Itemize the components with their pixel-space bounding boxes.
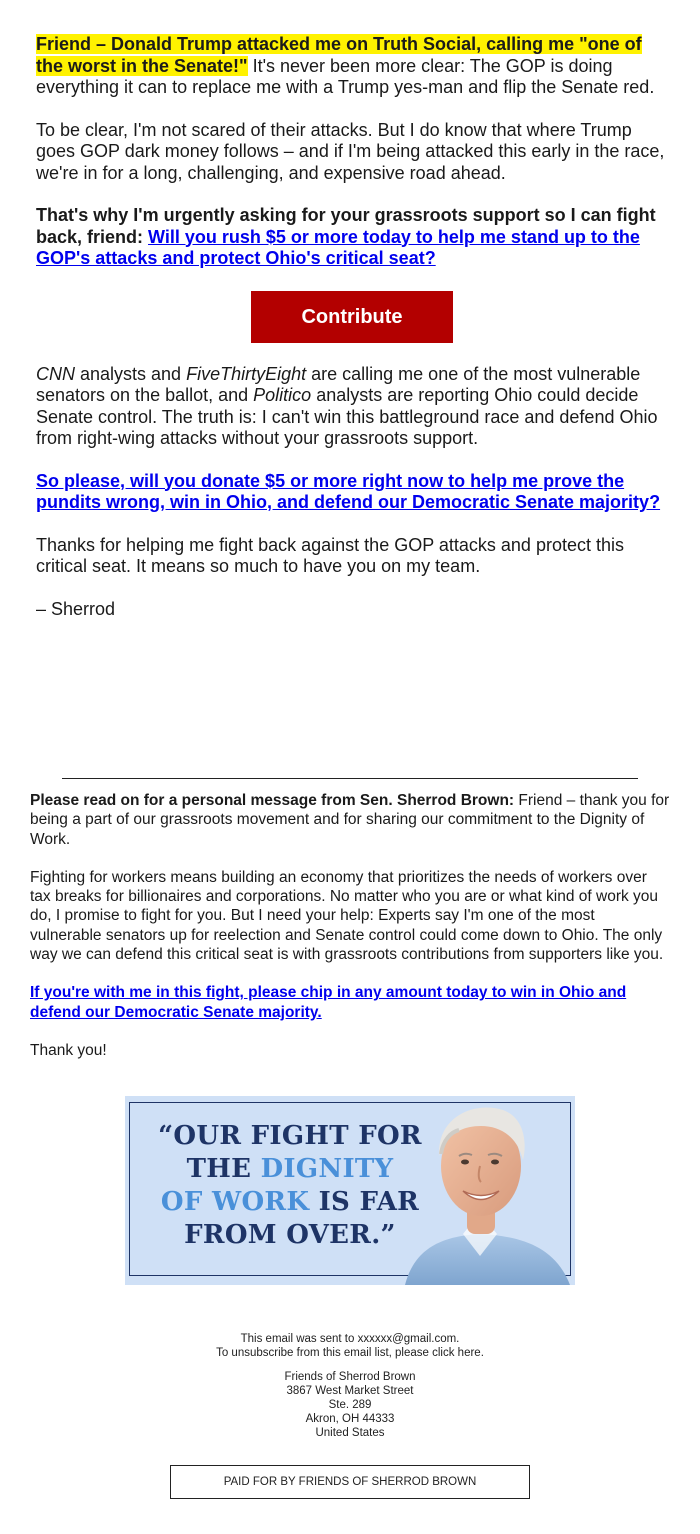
intro-paragraph (36, 34, 668, 99)
quote-line-3b: IS FAR (309, 1187, 420, 1217)
chip-in-paragraph (30, 983, 670, 1022)
recipient-email: xxxxxx@gmail.com (357, 1333, 457, 1345)
quote-banner[interactable] (125, 1096, 575, 1285)
sent-suffix: . (456, 1333, 460, 1345)
address-street: 3867 West Market Street (286, 1385, 414, 1397)
analysts-text-1: analysts and (75, 363, 187, 384)
quote-line-4: FROM OVER.” (184, 1220, 396, 1250)
cnn-label: CNN (36, 363, 75, 384)
paid-for-disclaimer: PAID FOR BY FRIENDS OF SHERROD BROWN (170, 1465, 530, 1499)
mailing-address (0, 1370, 700, 1440)
quote-line-2a: THE (186, 1154, 261, 1184)
appeal-paragraph (36, 205, 668, 270)
quote-line-3a: OF WORK (160, 1187, 310, 1217)
personal-message-lead (30, 791, 670, 849)
highlighted-intro: Friend – Donald Trump attacked me on Truth Social, calling me "one of the worst in the Senate!" (36, 34, 642, 76)
signoff: – Sherrod (36, 598, 116, 619)
contribute-button[interactable]: Contribute (251, 291, 453, 343)
intro-rest: It's never been more clear: The GOP is doing everything it can to replace me with a Trump yes-man and flip the Senate red. (36, 55, 655, 97)
thank-you-text: Thank you! (30, 1041, 107, 1059)
sent-to-line (0, 1332, 700, 1346)
quote-line-2b: DIGNITY (260, 1154, 394, 1184)
politico-label: Politico (253, 385, 312, 405)
address-org: Friends of Sherrod Brown (284, 1371, 416, 1383)
address-city: Akron, OH 44333 (305, 1413, 395, 1425)
email-body (36, 34, 668, 641)
unsubscribe-line (0, 1346, 700, 1360)
sent-prefix: This email was sent to (240, 1333, 358, 1345)
section-divider (62, 778, 638, 779)
donate-link-pundits[interactable]: So please, will you donate $5 or more right now to help me prove the pundits wrong, win in Ohio, and defend our Democratic Senate majority? (36, 470, 661, 512)
unsubscribe-suffix: . (480, 1347, 484, 1359)
thanks-paragraph: Thanks for helping me fight back against the GOP attacks and protect this critical seat. It means so much to have you on my team. (36, 534, 624, 576)
unsubscribe-prefix: To unsubscribe from this email list, please (216, 1347, 433, 1359)
analysts-text-2: are calling me one of the most vulnerable senators on the ballot, and (36, 363, 641, 405)
email-footer (0, 1332, 700, 1440)
chip-in-link[interactable]: If you're with me in this fight, please chip in any amount today to win in Ohio and defend our Democratic Senate majority. (30, 984, 627, 1021)
footer-notice (0, 1332, 700, 1360)
address-suite: Ste. 289 (328, 1399, 372, 1411)
contribute-button-wrap (36, 291, 668, 343)
senator-portrait-image (385, 1096, 575, 1285)
personal-message-lead-text: Friend – thank you for being a part of our grassroots movement and for sharing our commitment to the Dignity of Work. (30, 792, 670, 848)
personal-message-section (30, 791, 670, 1079)
unsubscribe-link[interactable]: click here (432, 1347, 481, 1359)
analysts-text-3: analysts are reporting Ohio could decide Senate control. The truth is: I can't win this battleground race and defend Ohio from right-wing attacks without your grassroots support. (36, 385, 658, 448)
donate-link-rush[interactable]: Will you rush $5 or more today to help me stand up to the GOP's attacks and protect Ohio's critical seat? (36, 226, 640, 268)
analysts-paragraph (36, 364, 668, 450)
paragraph-dark-money: To be clear, I'm not scared of their attacks. But I do know that where Trump goes GOP dark money follows – and if I'm being attacked this early in the race, we're in for a long, challenging, and expensive road ahead. (36, 119, 665, 183)
appeal-bold: That's why I'm urgently asking for your grassroots support so I can fight back, friend: (36, 205, 656, 247)
donate-link-paragraph (36, 471, 668, 514)
address-country: United States (315, 1427, 385, 1439)
fivethirtyeight-label: FiveThirtyEight (186, 363, 307, 384)
personal-message-heading: Please read on for a personal message from Sen. Sherrod Brown: (30, 792, 515, 809)
workers-paragraph: Fighting for workers means building an economy that prioritizes the needs of workers over tax breaks for billionaires and corporations. No matter who you are or what kind of work you do, I promise to fight for you. But I need your help: Experts say I'm one of the most vulnerable senators up for reelection and Senate control could come down to Ohio. The only way we can defend this critical seat is with grassroots contributions from supporters like you. (30, 868, 664, 964)
quote-line-1: “OUR FIGHT FOR (158, 1121, 422, 1151)
